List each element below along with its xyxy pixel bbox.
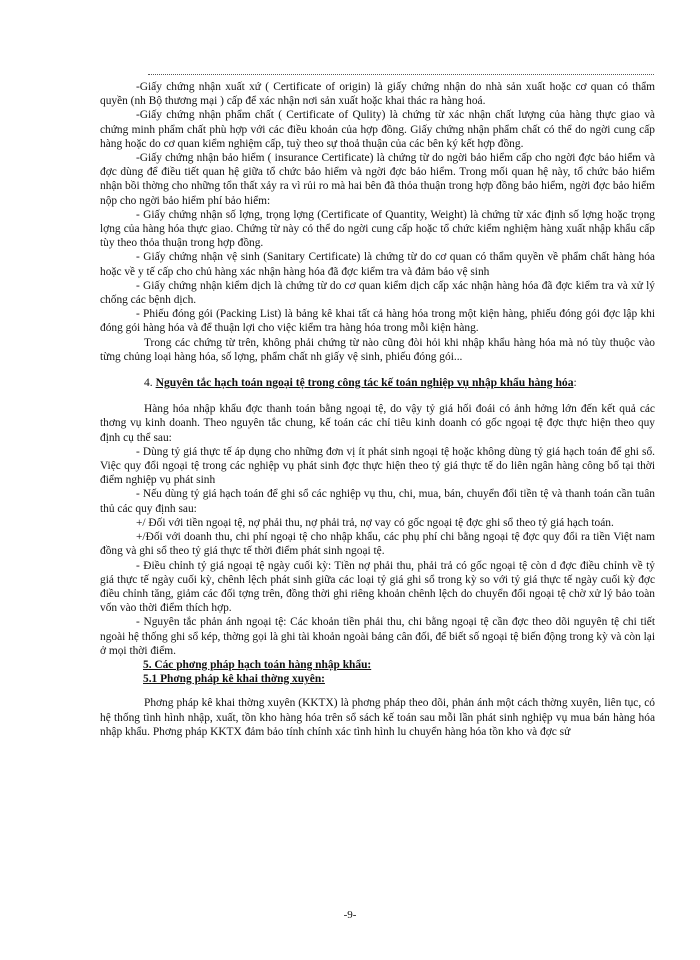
section-4-heading [100, 376, 655, 390]
paragraph-period-end-adjustment: - Điều chỉnh tỷ giá ngoại tệ ngày cuối kỳ: Tiền nợ phải thu, phải trả có gốc ngoại tệ còn d đợc điều chỉnh về tỷ giá thực tế ngày cuối kỳ, chênh lệch phát sinh giữa các loại tỷ giá ghi sổ trong kỳ so với tỷ giá thực tế ngày cuối kỳ đợc điều chỉnh tăng, giảm các đối tợng trên, đồng thời ghi riêng khoản chênh lệch do chuyển đổi ngoại tệ chờ xử lý bảo toàn vốn vào thời điểm thích hợp. [100, 559, 655, 615]
paragraph-documents-summary: Trong các chứng từ trên, không phải chứng từ nào cũng đòi hỏi khi nhập khẩu hàng hóa mà nó tùy thuộc vào từng chủng loại hàng hóa, số lợng, phẩm chất nh giấy vệ sinh, phiếu đóng gói... [100, 336, 655, 363]
paragraph-rule-revenue: +/Đối với doanh thu, chi phí ngoại tệ cho nhập khẩu, các phụ phí chi bằng ngoại tệ đợc quy đổi ra tiền Việt nam đồng và ghi sổ theo tỷ giá thực tế thời điểm phát sinh ngoại tệ. [100, 531, 655, 558]
paragraph-insurance-certificate: -Giấy chứng nhận bảo hiểm ( insurance Certificate) là chứng từ do ngời bảo hiểm cấp cho ngời đợc bảo hiểm và đợc dùng để điều tiết quan hệ giữa tổ chức bảo hiểm và ngời đợc bảo hiểm. Trong mối quan hệ này, tổ chức bảo hiểm nhận bồi thờng cho những tổn thất xảy ra vì rủi ro mà hai bên đã thỏa thuận trong hợp đồng bảo hiểm, ngời đợc bảo hiểm nộp cho ngời bảo hiểm phí bảo hiểm: [100, 152, 655, 207]
paragraph-origin-certificate: -Giấy chứng nhận xuất xứ ( Certificate of origin) là giấy chứng nhận do nhà sản xuất hoặc cơ quan có thẩm quyền (nh Bộ thương mại ) cấp để xác nhận nơi sản xuất hoặc khai thác ra hàng hoá. [100, 81, 655, 108]
section-4-suffix: : [573, 376, 577, 390]
section-4-title: Nguyên tắc hạch toán ngoại tệ trong công tác kế toán nghiệp vụ nhập khẩu hàng hóa [155, 376, 574, 390]
section-5-1-heading: 5.1 Phơng pháp kê khai thờng xuyên: [143, 673, 325, 686]
paragraph-packing-list: - Phiếu đóng gói (Packing List) là bảng kê khai tất cả hàng hóa trong một kiện hàng, phiếu đóng gói đợc lập khi đóng gói hàng hóa và để thuận lợi cho việc kiểm tra hàng hóa trong mỗi kiện hàng. [100, 308, 655, 335]
header-dotted-rule [148, 74, 654, 75]
page-body [100, 80, 655, 739]
section-4-number: 4. [144, 376, 153, 390]
paragraph-foreign-currency-intro: Hàng hóa nhập khẩu đợc thanh toán bằng ngoại tệ, do vậy tỷ giá hối đoái có ảnh hởng lớn đến kết quả các thơng vụ kinh doanh. Theo nguyên tắc chung, kế toán các chỉ tiêu kinh doanh có gốc ngoại tệ đợc thực hiện theo quy định cụ thể sau: [100, 403, 655, 444]
paragraph-kktx-method: Phơng pháp kê khai thờng xuyên (KKTX) là phơng pháp theo dõi, phản ánh một cách thờng xuyên, liên tục, có hệ thống tình hình nhập, xuất, tồn kho hàng hóa trên sổ sách kế toán sau mỗi lần phát sinh nghiệp vụ mua bán hàng hóa nhập khẩu. Phơng pháp KKTX đảm bảo tính chính xác tình hình lu chuyển hàng hóa tồn kho và đợc sử [100, 697, 655, 738]
paragraph-actual-rate: - Dùng tỷ giá thực tế áp dụng cho những đơn vị ít phát sinh ngoại tệ hoặc không dùng tỷ giá hạch toán để ghi sổ. Việc quy đổi ngoại tệ trong các nghiệp vụ phát sinh đợc thực hiện theo tỷ giá thực tế do liên ngân hàng công bố tại thời điểm nghiệp vụ phát sinh [100, 445, 655, 487]
paragraph-accounting-rate: - Nếu dùng tỷ giá hạch toán để ghi sổ các nghiệp vụ thu, chi, mua, bán, chuyển đổi tiền tệ và thanh toán cần tuân thủ các quy định sau: [100, 488, 655, 515]
spacer [100, 686, 655, 696]
paragraph-sanitary-certificate: - Giấy chứng nhận vệ sinh (Sanitary Certificate) là chứng từ do cơ quan có thẩm quyền về phẩm chất hàng hóa hoặc về y tế cấp cho chủ hàng xác nhận hàng hóa đã đợc kiểm tra và đảm bảo vệ sinh [100, 251, 655, 278]
paragraph-quantity-certificate: - Giấy chứng nhận số lợng, trọng lợng (Certificate of Quantity, Weight) là chứng từ xác định số lợng hoặc trọng lợng của hàng hóa thực giao. Chứng từ này có thể do ngời cung cấp hoặc tổ chức kiểm nghiệm hàng xuất nhập khẩu cấp tùy theo thỏa thuận trong hợp đồng. [100, 208, 655, 250]
paragraph-rule-receivables: +/ Đối với tiền ngoại tệ, nợ phải thu, nợ phải trả, nợ vay có gốc ngoại tệ đợc ghi sổ theo tỷ giá hạch toán. [136, 516, 614, 529]
paragraph-quarantine-certificate: - Giấy chứng nhận kiểm dịch là chứng từ do cơ quan kiểm dịch cấp xác nhận hàng hóa đã đợc kiểm tra và xử lý chống các bệnh dịch. [100, 279, 655, 307]
section-5-heading: 5. Các phơng pháp hạch toán hàng nhập khẩu: [143, 658, 372, 671]
paragraph-reflection-principle: - Nguyên tắc phản ánh ngoại tệ: Các khoản tiền phải thu, chi bằng ngoại tệ cần đợc theo dõi nguyên tệ chi tiết ngoài hệ thống ghi sổ kép, thờng gọi là ghi tài khoản ngoài bảng cân đối, để biết số ngoại tệ biến động trong kỳ và còn lại ở mọi thời điểm. [100, 616, 655, 657]
page-number: -9- [343, 909, 357, 921]
paragraph-quality-certificate: -Giấy chứng nhận phẩm chất ( Certificate of Qulity) là chứng từ xác nhận chất lượng của hàng thực giao và chứng minh phẩm chất phù hợp với các điều khoản của hợp đồng. Giấy chứng nhận phẩm chất có thể do ngời cung cấp hàng hoặc do cơ quan kiểm nghiệm cấp, tuỳ theo sự thoả thuận của các bên ký kết hợp đồng. [100, 109, 655, 150]
